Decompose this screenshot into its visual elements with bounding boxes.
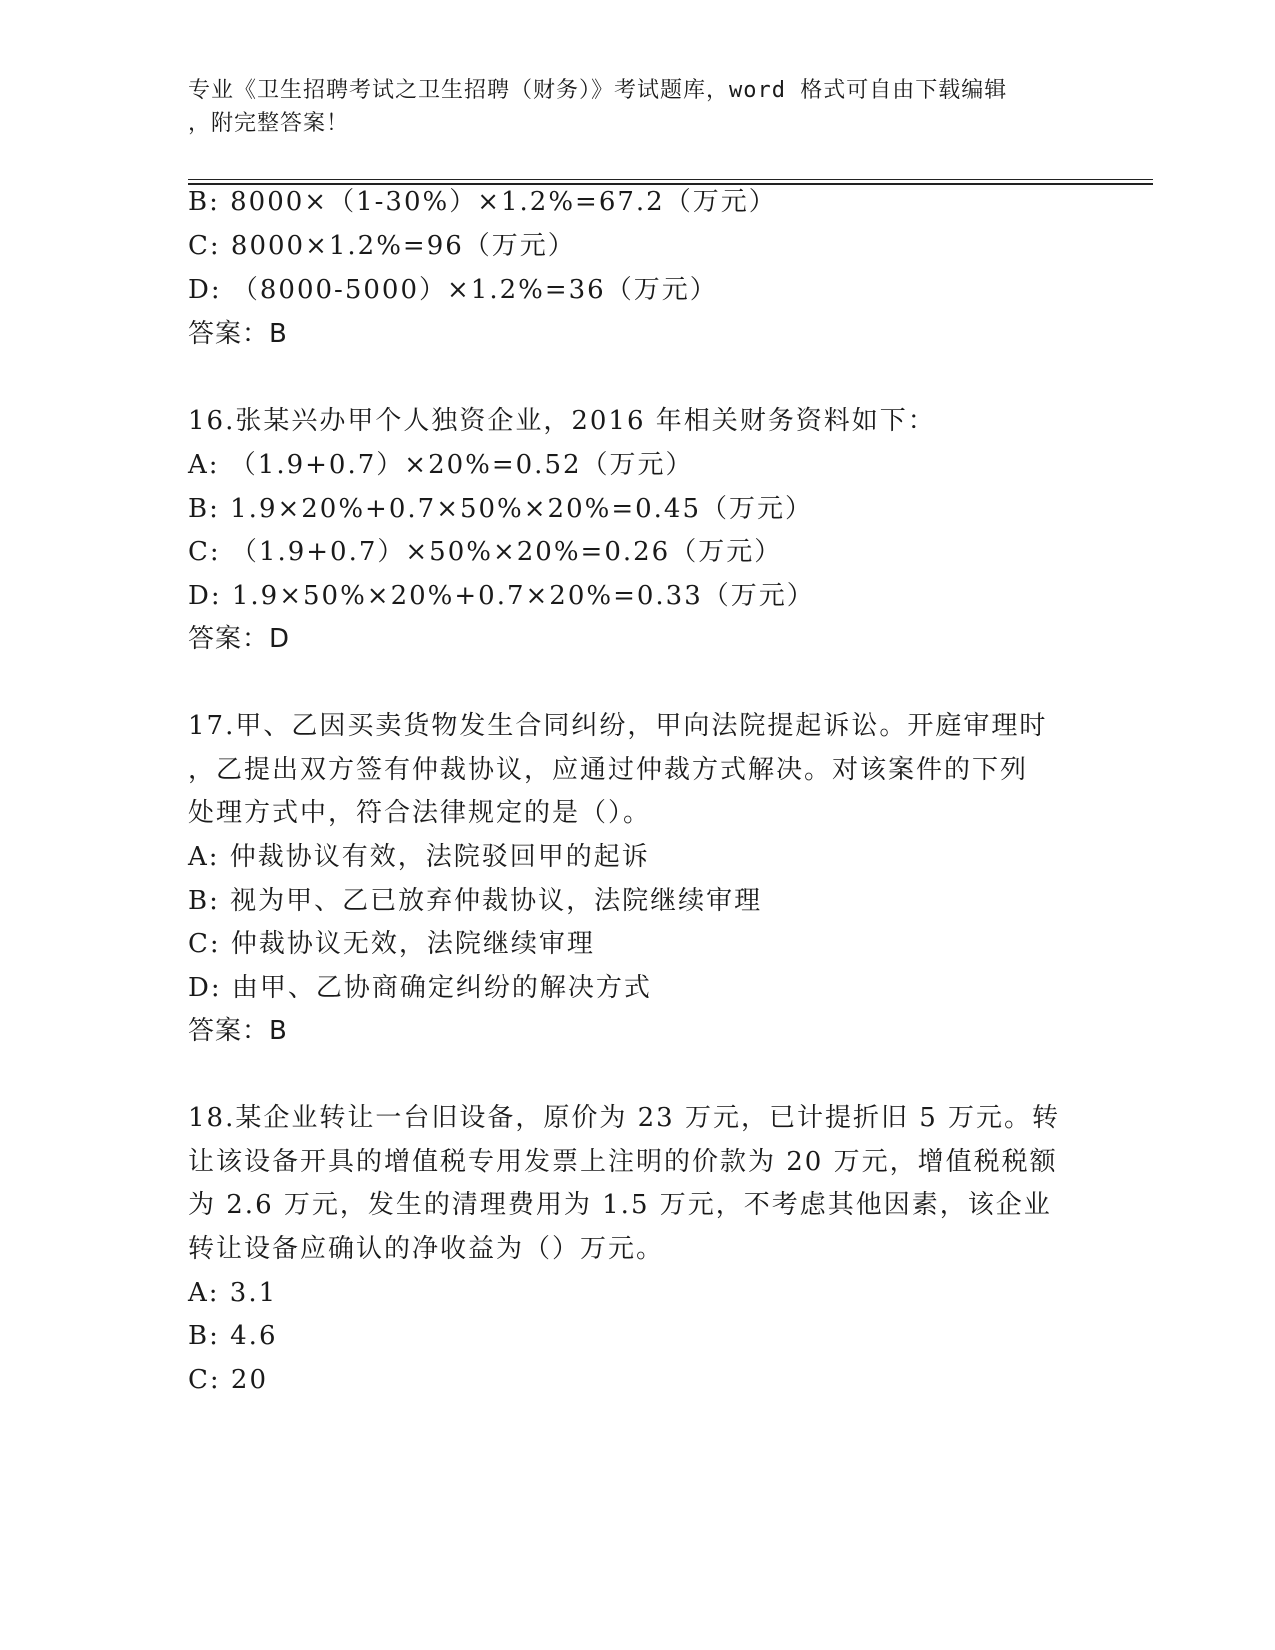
q18-stem-line-1: 18.某企业转让一台旧设备，原价为 23 万元，已计提折旧 5 万元。转 bbox=[188, 1103, 1061, 1133]
q17-option-b: B: 视为甲、乙已放弃仲裁协议，法院继续审理 bbox=[188, 886, 763, 916]
q17-option-c: C: 仲裁协议无效，法院继续审理 bbox=[188, 929, 595, 959]
q15-option-b: B: 8000×（1-30%）×1.2%=67.2（万元） bbox=[188, 187, 777, 217]
header-divider-thick bbox=[188, 183, 1153, 185]
q18-option-c: C: 20 bbox=[188, 1365, 269, 1395]
q16-answer: 答案：D bbox=[188, 624, 291, 654]
q16-option-a: A: （1.9+0.7）×20%=0.52（万元） bbox=[188, 450, 694, 480]
q17-answer: 答案：B bbox=[188, 1016, 288, 1046]
header-divider-thin bbox=[188, 179, 1153, 180]
q18-option-b: B: 4.6 bbox=[188, 1321, 278, 1351]
q16-stem: 16.张某兴办甲个人独资企业，2016 年相关财务资料如下： bbox=[188, 406, 936, 436]
q15-answer: 答案：B bbox=[188, 319, 288, 349]
q18-stem-line-3: 为 2.6 万元，发生的清理费用为 1.5 万元，不考虑其他因素，该企业 bbox=[188, 1190, 1052, 1220]
q16-option-c: C: （1.9+0.7）×50%×20%=0.26（万元） bbox=[188, 537, 783, 567]
q15-option-d: D: （8000-5000）×1.2%=36（万元） bbox=[188, 275, 718, 305]
header-line-2: ，附完整答案！ bbox=[188, 111, 350, 136]
q15-option-c: C: 8000×1.2%=96（万元） bbox=[188, 231, 576, 261]
q16-option-d: D: 1.9×50%×20%+0.7×20%=0.33（万元） bbox=[188, 581, 815, 611]
q17-stem-line-2: ，乙提出双方签有仲裁协议，应通过仲裁方式解决。对该案件的下列 bbox=[188, 755, 1029, 785]
q17-stem-line-1: 17.甲、乙因买卖货物发生合同纠纷，甲向法院提起诉讼。开庭审理时 bbox=[188, 711, 1048, 741]
header-line-1: 专业《卫生招聘考试之卫生招聘（财务）》考试题库，word 格式可自由下载编辑 bbox=[188, 78, 1008, 103]
q17-option-a: A: 仲裁协议有效，法院驳回甲的起诉 bbox=[188, 842, 650, 872]
q17-stem-line-3: 处理方式中，符合法律规定的是（）。 bbox=[188, 798, 652, 828]
q16-option-b: B: 1.9×20%+0.7×50%×20%=0.45（万元） bbox=[188, 494, 814, 524]
document-header bbox=[188, 74, 1088, 140]
q17-option-d: D: 由甲、乙协商确定纠纷的解决方式 bbox=[188, 973, 652, 1003]
q18-option-a: A: 3.1 bbox=[188, 1278, 278, 1308]
q18-stem-line-4: 转让设备应确认的净收益为（）万元。 bbox=[188, 1234, 665, 1264]
q18-stem-line-2: 让该设备开具的增值税专用发票上注明的价款为 20 万元，增值税税额 bbox=[188, 1147, 1058, 1177]
